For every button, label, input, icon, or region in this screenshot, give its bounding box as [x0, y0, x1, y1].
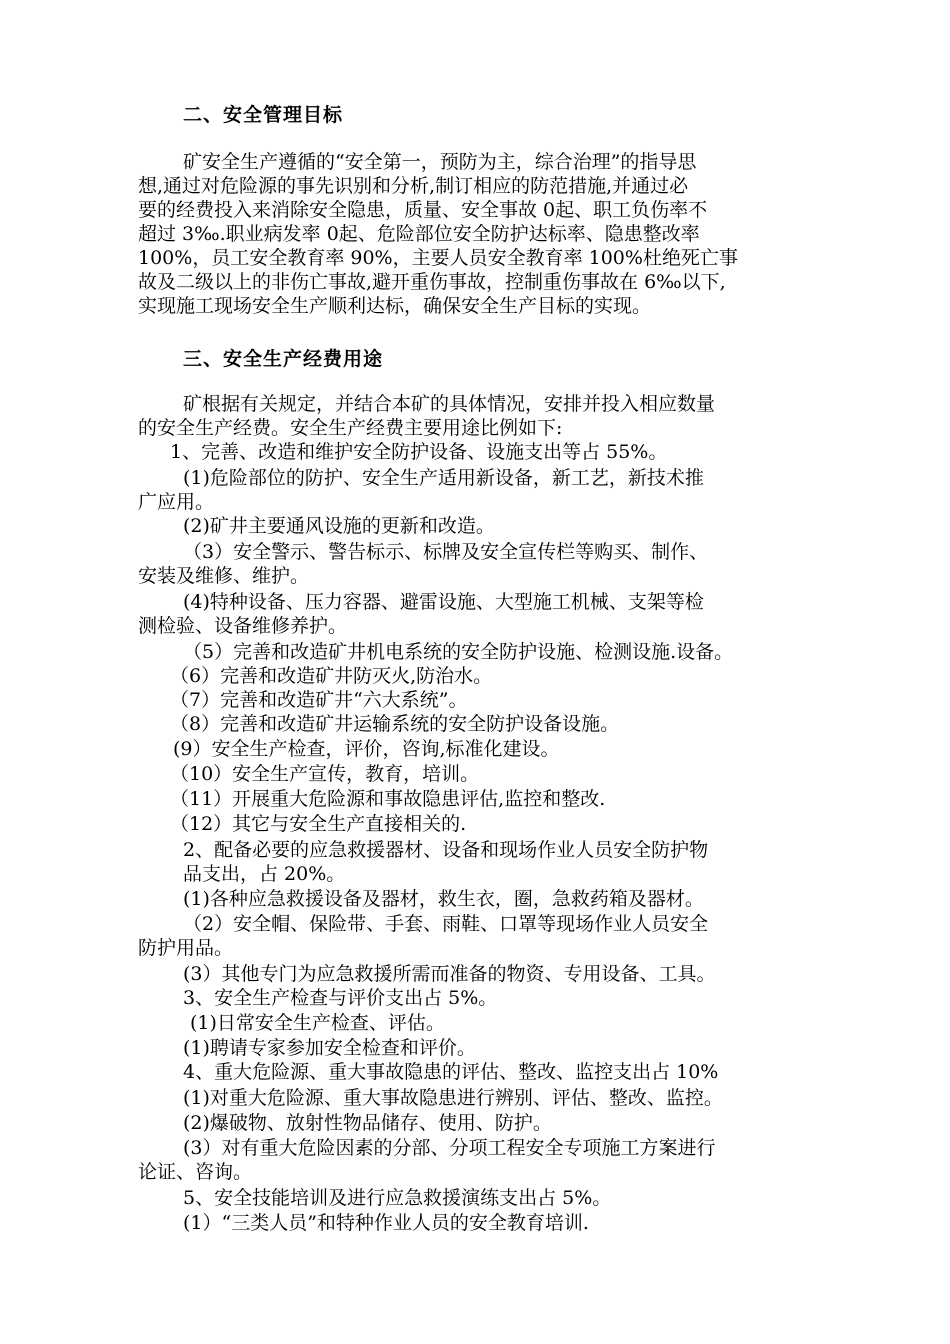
- list-item-continuation: 广应用。: [138, 491, 215, 513]
- list-item: (3）对有重大危险因素的分部、分项工程安全专项施工方案进行: [183, 1137, 716, 1159]
- list-item: （6）完善和改造矿井防灭火,防治水。: [170, 665, 493, 687]
- list-item: (1)日常安全生产检查、评估。: [190, 1012, 445, 1034]
- section-heading-safety-funds: 三、安全生产经费用途: [183, 348, 384, 370]
- paragraph-line: 实现施工现场安全生产顺利达标，确保安全生产目标的实现。: [138, 295, 652, 317]
- paragraph-line: 的安全生产经费。安全生产经费主要用途比例如下:: [138, 417, 563, 439]
- list-item: (1)危险部位的防护、安全生产适用新设备，新工艺，新技术推: [183, 467, 704, 489]
- paragraph-line: 超过 3‰.职业病发率 0起、危险部位安全防护达标率、隐患整改率: [138, 223, 700, 245]
- list-item: （10）安全生产宣传，教育，培训。: [170, 763, 480, 785]
- paragraph-line: 想,通过对危险源的事先识别和分析,制订相应的防范措施,并通过必: [138, 175, 689, 197]
- list-item-continuation: 安装及维修、维护。: [138, 565, 310, 587]
- list-item: （2）安全帽、保险带、手套、雨鞋、口罩等现场作业人员安全: [183, 913, 709, 935]
- list-item: 2、配备必要的应急救援器材、设备和现场作业人员安全防护物: [183, 839, 709, 861]
- paragraph-line: 故及二级以上的非伤亡事故,避开重伤事故，控制重伤事故在 6‰以下,: [138, 271, 726, 293]
- list-item: （12）其它与安全生产直接相关的.: [170, 813, 467, 835]
- list-item: (4)特种设备、压力容器、避雷设施、大型施工机械、支架等检: [183, 591, 704, 613]
- list-item: （8）完善和改造矿井运输系统的安全防护设备设施。: [170, 713, 620, 735]
- list-item: (2)爆破物、放射性物品储存、使用、防护。: [183, 1112, 552, 1134]
- list-item-continuation: 品支出，占 20%。: [183, 863, 346, 885]
- paragraph-line: 矿根据有关规定，并结合本矿的具体情况，安排并投入相应数量: [183, 393, 716, 415]
- list-item: （11）开展重大危险源和事故隐患评估,监控和整改.: [170, 788, 606, 810]
- list-item: (1）“三类人员”和特种作业人员的安全教育培训.: [183, 1212, 589, 1234]
- list-item: （7）完善和改造矿井“六大系统”。: [170, 689, 468, 711]
- section-heading-safety-goals: 二、安全管理目标: [183, 104, 344, 126]
- list-item: (1)各种应急救援设备及器材，救生衣，圈，急救药箱及器材。: [183, 888, 704, 910]
- list-item: 5、安全技能培训及进行应急救援演练支出占 5%。: [183, 1187, 612, 1209]
- list-item: （5）完善和改造矿井机电系统的安全防护设施、检测设施.设备。: [183, 641, 734, 663]
- list-item: (9）安全生产检查，评价，咨询,标准化建设。: [173, 738, 560, 760]
- list-item: 4、重大危险源、重大事故隐患的评估、整改、监控支出占 10%: [183, 1061, 719, 1083]
- list-item: (2)矿井主要通风设施的更新和改造。: [183, 515, 495, 537]
- list-item: 3、安全生产检查与评价支出占 5%。: [183, 987, 498, 1009]
- list-item: （3）安全警示、警告标示、标牌及安全宣传栏等购买、制作、: [183, 541, 709, 563]
- list-item-continuation: 测检验、设备维修养护。: [138, 615, 348, 637]
- paragraph-line: 100%，员工安全教育率 90%，主要人员安全教育率 100%杜绝死亡事: [138, 247, 738, 269]
- list-item: (1)对重大危险源、重大事故隐患进行辨别、评估、整改、监控。: [183, 1087, 723, 1109]
- list-item: (1)聘请专家参加安全检查和评价。: [183, 1037, 476, 1059]
- list-item-continuation: 防护用品。: [138, 937, 234, 959]
- paragraph-line: 矿安全生产遵循的“安全第一，预防为主，综合治理”的指导思: [183, 151, 697, 173]
- list-item-continuation: 论证、咨询。: [138, 1161, 253, 1183]
- list-item: 1、完善、改造和维护安全防护设备、设施支出等占 55%。: [170, 441, 668, 463]
- paragraph-line: 要的经费投入来消除安全隐患，质量、安全事故 0起、职工负伤率不: [138, 199, 708, 221]
- list-item: (3）其他专门为应急救援所需而准备的物资、专用设备、工具。: [183, 963, 716, 985]
